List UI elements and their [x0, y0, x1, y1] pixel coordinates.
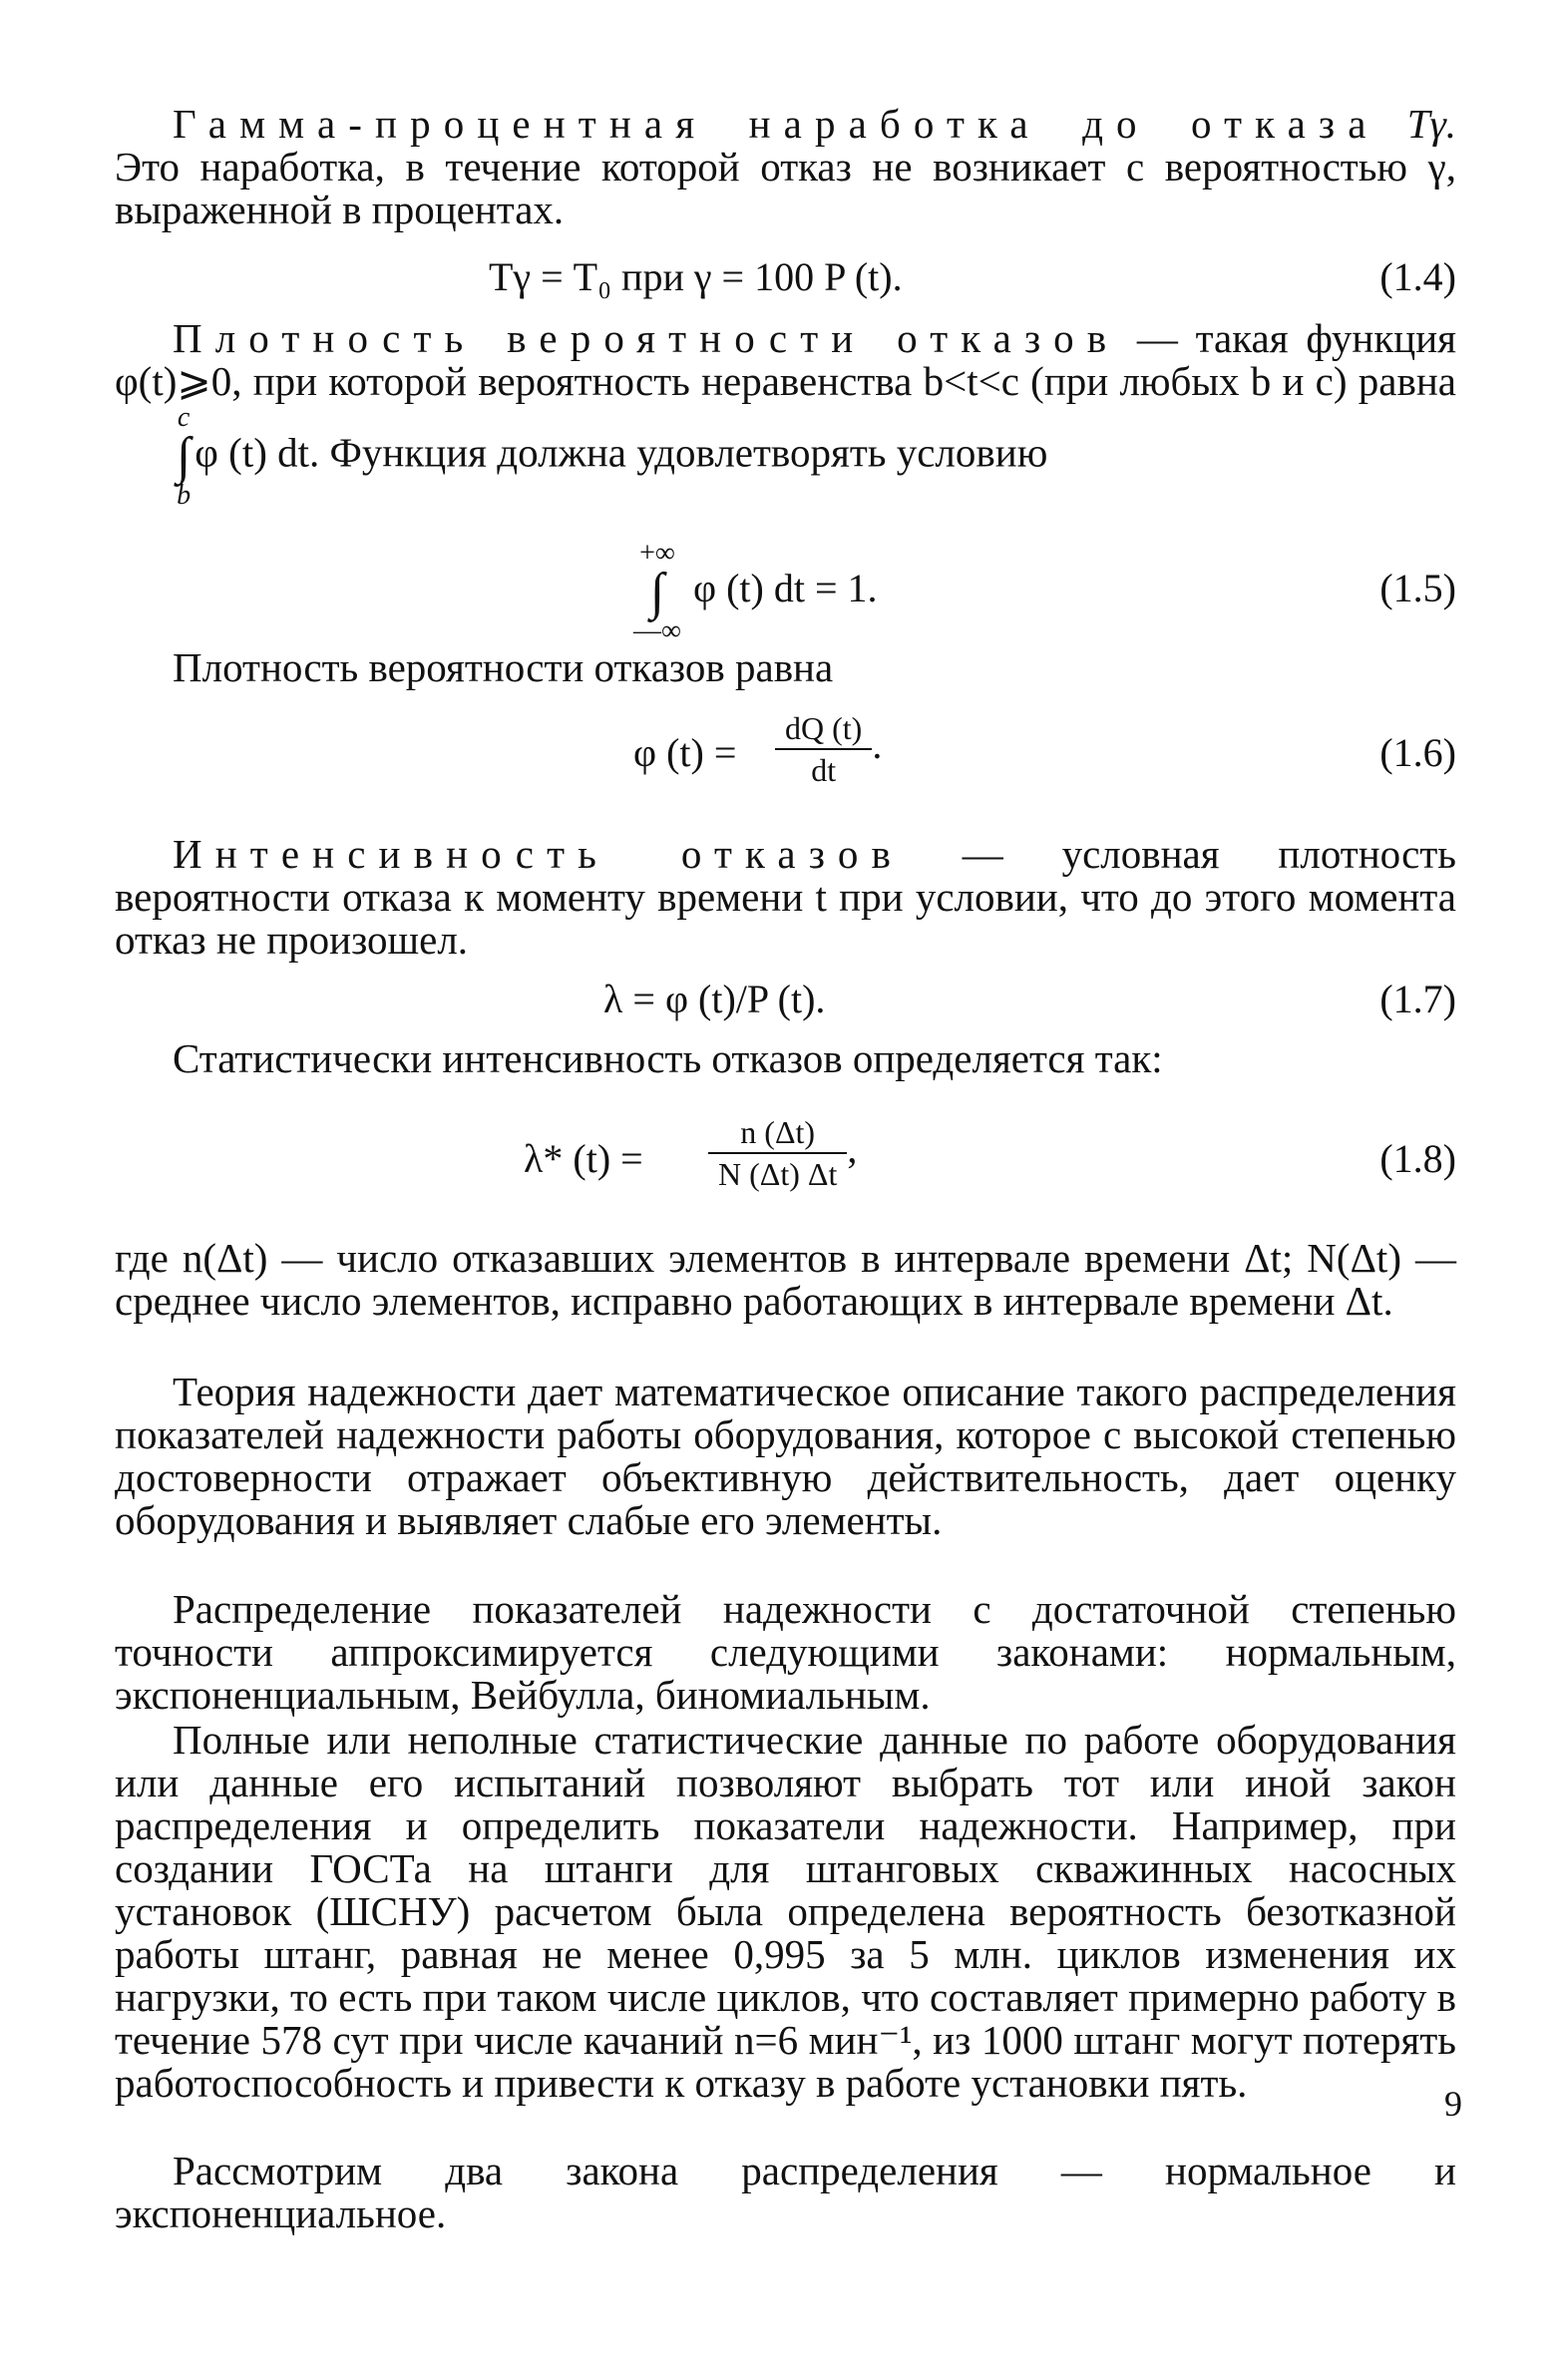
- equation-1-5: [115, 538, 1456, 646]
- paragraph-density: [115, 317, 1456, 511]
- paragraph-text: Теория надежности дает математическое описание такого распределения показателей надежности работы оборудования, которое с высокой степенью достоверности отражает объективную действительность, дает оценку оборудования и выявляет слабые его элементы.: [115, 1369, 1456, 1543]
- page-number: 9: [1444, 2084, 1462, 2124]
- integral-lower: b: [177, 480, 192, 511]
- fraction-numerator: n (Δt): [708, 1112, 847, 1154]
- equation-fraction: [708, 1112, 857, 1194]
- paragraph-gamma-percent: [115, 103, 1456, 231]
- equation-tail: ,: [847, 1126, 858, 1172]
- equation-tail: .: [872, 722, 883, 768]
- equation-number: (1.6): [1379, 730, 1456, 775]
- integral-sign: ∫: [649, 564, 665, 620]
- paragraph-statistical: [115, 1037, 1456, 1080]
- equation-formula: Tγ = T₀ при γ = 100 P (t).: [489, 254, 903, 299]
- integral-lower: —∞: [633, 615, 681, 646]
- paragraph-text: — условная плотность вероятности отказа к моменту времени t при условии, что до этого момента отказ не произошел.: [115, 831, 1456, 963]
- equation-number: (1.7): [1379, 977, 1456, 1021]
- integral-sign: ∫: [177, 428, 192, 485]
- paragraph-statistics-data: [115, 1719, 1456, 2105]
- equation-number: (1.5): [1379, 566, 1456, 610]
- fraction-denominator: dt: [811, 752, 837, 788]
- paragraph-theory: [115, 1371, 1456, 1542]
- var-t-gamma: Tγ.: [1406, 101, 1457, 147]
- paragraph-consider: [115, 2150, 1456, 2235]
- equation-1-6: [115, 708, 1456, 798]
- equation-number: (1.8): [1379, 1136, 1456, 1181]
- integral-upper: c: [177, 402, 191, 433]
- paragraph-text-b: Функция должна удовлетворять условию: [329, 429, 1048, 476]
- equation-1-4: [115, 247, 1456, 307]
- equation-formula: λ = φ (t)/P (t).: [603, 977, 826, 1021]
- paragraph-text: Рассмотрим два закона распределения — нормальное и экспоненциальное.: [115, 2148, 1456, 2236]
- paragraph-density-equals: [115, 646, 1456, 689]
- integral-symbol: [633, 539, 681, 646]
- paragraph-text: Это наработка, в течение которой отказ не возникает с вероятностью γ, выраженной в процентах.: [115, 144, 1456, 232]
- paragraph-text: — такая функция φ(t)⩾0, при которой вероятность неравенства b<t<c (при любых b и c) равна: [115, 315, 1456, 404]
- equation-fraction: [775, 708, 882, 790]
- equation-1-8: [115, 1112, 1456, 1207]
- paragraph-intensity: [115, 833, 1456, 962]
- fraction-numerator: dQ (t): [775, 708, 872, 750]
- integral-upper: +∞: [639, 538, 675, 569]
- fraction-denominator: N (Δt) Δt: [718, 1156, 838, 1192]
- integral-body: φ (t) dt.: [195, 429, 320, 476]
- paragraph-where: [115, 1237, 1456, 1323]
- paragraph-text: Статистически интенсивность отказов определяется так:: [173, 1035, 1163, 1081]
- equation-lhs: φ (t) =: [633, 730, 737, 775]
- equation-lhs: λ* (t) =: [524, 1136, 643, 1181]
- paragraph-distribution: [115, 1588, 1456, 1717]
- equation-body: φ (t) dt = 1.: [693, 566, 878, 610]
- inline-integral: [119, 403, 191, 511]
- equation-number: (1.4): [1379, 254, 1456, 299]
- term-density: Плотность вероятности отказов: [173, 315, 1120, 361]
- equation-1-7: [115, 970, 1456, 1029]
- paragraph-text: где n(Δt) — число отказавших элементов в интервале времени Δt; N(Δt) — среднее число элементов, исправно работающих в интервале времени Δt.: [115, 1235, 1456, 1324]
- paragraph-text: Плотность вероятности отказов равна: [173, 644, 834, 690]
- term-intensity: Интенсивность отказов: [173, 831, 904, 877]
- paragraph-text: Распределение показателей надежности с достаточной степенью точности аппроксимируется следующими законами: нормальным, экспоненциальным, Вейбулла, биномиальным.: [115, 1586, 1456, 1718]
- paragraph-text: Полные или неполные статистические данные по работе оборудования или данные его испытаний позволяют выбрать тот или иной закон распределения и определить показатели надежности. Например, при создании ГОСТа на штанги для штанговых скважинных насосных установок (ШСНУ) расчетом была определена вероятность безотказной работы штанг, равная не менее 0,995 за 5 млн. циклов изменения их нагрузки, то есть при таком числе циклов, что составляет примерно работу в течение 578 сут при числе качаний n=6 мин⁻¹, из 1000 штанг могут потерять работоспособность и привести к отказу в работе установки пять.: [115, 1717, 1456, 2106]
- term-gamma-percent: Гамма-процентная наработка до отказа: [173, 101, 1379, 147]
